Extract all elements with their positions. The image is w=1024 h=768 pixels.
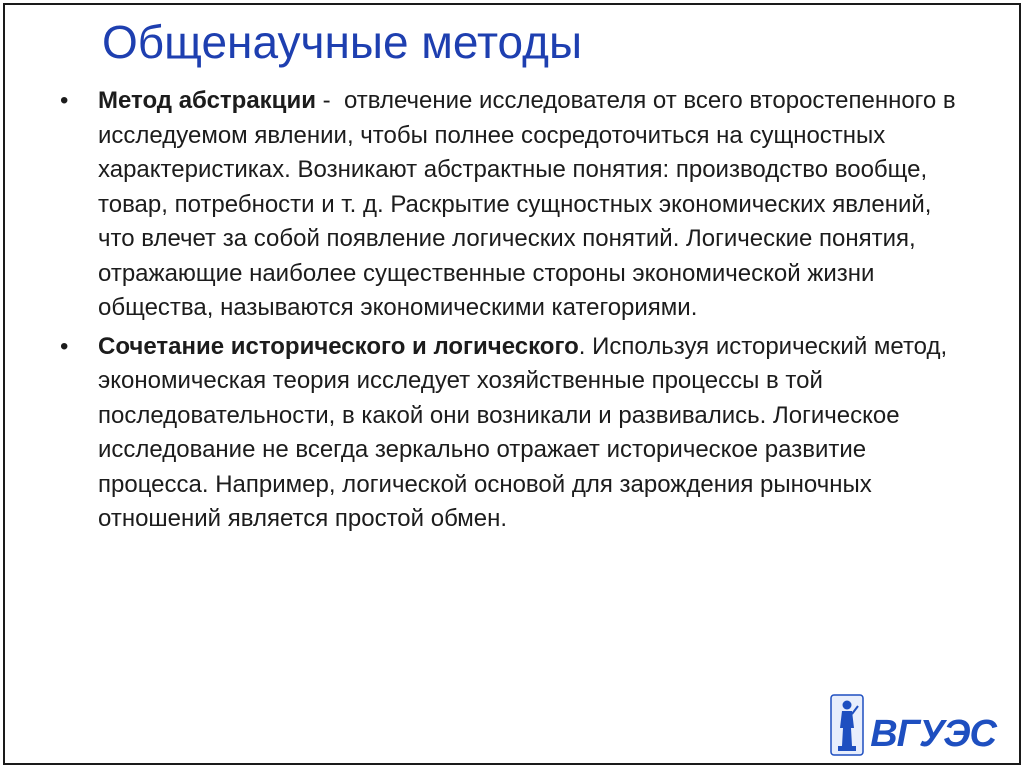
bullet-term: Сочетание исторического и логического bbox=[98, 332, 579, 360]
bullet-mark: • bbox=[60, 332, 69, 360]
bullet-mark: • bbox=[60, 87, 69, 114]
slide-title: Общенаучные методы bbox=[102, 16, 583, 68]
university-logo bbox=[830, 694, 996, 756]
bullet-text: Используя исторический метод, экономическая теория исследует хозяйственные процессы в той последовательности, в какой они возникали и развивались. Логическое исследование не всегда зеркально отражает историческое развитие процесса. Например, логической основой для зарождения рыночных отношений является простой обмен. bbox=[98, 332, 948, 532]
bullet-text: отвлечение исследователя от всего второстепенного в исследуемом явлении, чтобы полнее сосредоточиться на сущностных характеристиках. Возникают абстрактные понятия: производство вообще, товар, потребности и т. д. Раскрытие сущностных экономических явлений, что влечет за собой появление логических понятий. Логические понятия, отражающие наиболее существенные стороны экономической жизни общества, называются экономическими категориями. bbox=[98, 87, 956, 321]
bullet-item-abstraction bbox=[60, 84, 960, 326]
bullet-item-historical-logical bbox=[60, 330, 960, 537]
logo-text: ВГУЭС bbox=[870, 713, 996, 755]
bullet-term: Метод абстракции bbox=[98, 87, 316, 114]
bullet-list bbox=[60, 84, 960, 541]
bullet-separator: - bbox=[315, 87, 344, 114]
statue-icon bbox=[830, 694, 864, 756]
bullet-separator: . bbox=[578, 332, 593, 360]
